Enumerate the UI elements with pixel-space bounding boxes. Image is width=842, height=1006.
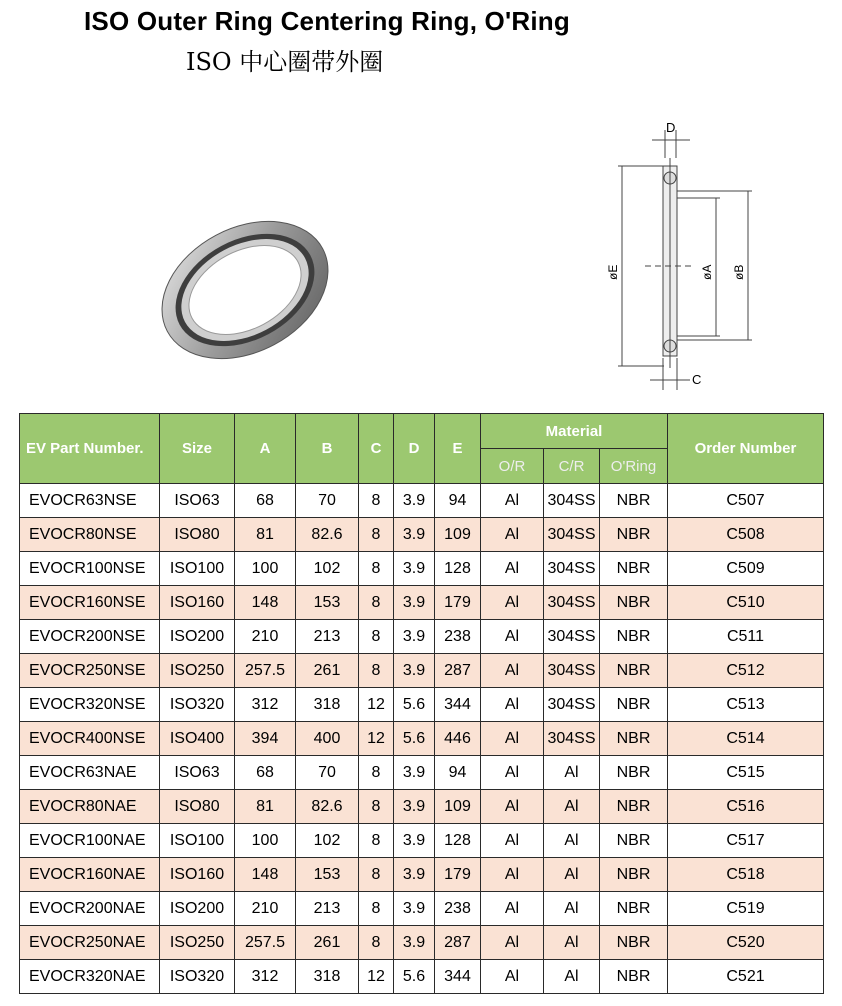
table-row [20,620,824,654]
cell-b: 70 [296,484,359,518]
cell-cr: Al [544,858,600,892]
cell-b: 70 [296,756,359,790]
spec-table-body [20,484,824,994]
cell-part: EVOCR250NAE [20,926,160,960]
cell-or: Al [481,552,544,586]
cell-c: 8 [359,518,394,552]
cell-b: 213 [296,892,359,926]
cell-a: 100 [235,552,296,586]
cell-b: 153 [296,858,359,892]
table-row [20,756,824,790]
cell-part: EVOCR320NSE [20,688,160,722]
cell-or: Al [481,824,544,858]
cell-part: EVOCR100NAE [20,824,160,858]
cell-a: 210 [235,892,296,926]
cell-d: 3.9 [394,858,435,892]
cell-oring: NBR [600,654,668,688]
col-header-order: Order Number [668,414,824,484]
cell-part: EVOCR100NSE [20,552,160,586]
cell-part: EVOCR320NAE [20,960,160,994]
cell-cr: 304SS [544,552,600,586]
cell-a: 257.5 [235,654,296,688]
cell-a: 394 [235,722,296,756]
cell-d: 3.9 [394,484,435,518]
table-row [20,722,824,756]
table-row [20,688,824,722]
cell-size: ISO250 [160,654,235,688]
cell-a: 312 [235,688,296,722]
cell-e: 238 [435,620,481,654]
cell-or: Al [481,756,544,790]
cell-size: ISO63 [160,756,235,790]
cell-part: EVOCR160NSE [20,586,160,620]
cell-oring: NBR [600,688,668,722]
cell-size: ISO160 [160,858,235,892]
cell-or: Al [481,586,544,620]
col-header-material: Material [481,414,668,449]
cell-part: EVOCR80NSE [20,518,160,552]
cell-or: Al [481,892,544,926]
cell-d: 3.9 [394,790,435,824]
col-header-part: EV Part Number. [20,414,160,484]
col-header-or: O/R [481,449,544,484]
cell-size: ISO160 [160,586,235,620]
cell-c: 12 [359,688,394,722]
cell-a: 257.5 [235,926,296,960]
cell-a: 312 [235,960,296,994]
cell-or: Al [481,790,544,824]
cell-size: ISO320 [160,688,235,722]
cell-part: EVOCR200NAE [20,892,160,926]
cell-e: 287 [435,926,481,960]
cell-cr: 304SS [544,654,600,688]
col-header-a: A [235,414,296,484]
cell-size: ISO200 [160,892,235,926]
dim-label-b: øB [732,264,746,280]
cell-or: Al [481,484,544,518]
table-row [20,858,824,892]
cell-oring: NBR [600,586,668,620]
cell-size: ISO250 [160,926,235,960]
cell-order: C519 [668,892,824,926]
cell-order: C518 [668,858,824,892]
col-header-size: Size [160,414,235,484]
col-header-c: C [359,414,394,484]
cell-d: 3.9 [394,552,435,586]
cell-or: Al [481,960,544,994]
col-header-oring: O'Ring [600,449,668,484]
cell-e: 109 [435,518,481,552]
cell-c: 12 [359,722,394,756]
cell-order: C515 [668,756,824,790]
cell-e: 344 [435,688,481,722]
cell-oring: NBR [600,620,668,654]
cell-a: 81 [235,790,296,824]
table-row [20,586,824,620]
cell-e: 446 [435,722,481,756]
cell-b: 400 [296,722,359,756]
cell-or: Al [481,620,544,654]
cell-or: Al [481,722,544,756]
cell-part: EVOCR63NSE [20,484,160,518]
cell-part: EVOCR200NSE [20,620,160,654]
cell-c: 8 [359,824,394,858]
cell-part: EVOCR160NAE [20,858,160,892]
cell-e: 238 [435,892,481,926]
cell-cr: 304SS [544,688,600,722]
cell-e: 109 [435,790,481,824]
cell-e: 344 [435,960,481,994]
cell-size: ISO100 [160,552,235,586]
cell-e: 179 [435,858,481,892]
cell-d: 3.9 [394,620,435,654]
cell-c: 8 [359,586,394,620]
cell-or: Al [481,654,544,688]
cell-e: 287 [435,654,481,688]
cell-oring: NBR [600,892,668,926]
cell-d: 5.6 [394,960,435,994]
col-header-b: B [296,414,359,484]
cell-e: 179 [435,586,481,620]
cell-cr: Al [544,756,600,790]
cell-size: ISO63 [160,484,235,518]
cell-d: 3.9 [394,926,435,960]
cell-order: C510 [668,586,824,620]
cell-d: 3.9 [394,824,435,858]
col-header-cr: C/R [544,449,600,484]
cell-cr: Al [544,790,600,824]
cell-c: 8 [359,484,394,518]
cell-c: 8 [359,620,394,654]
cell-b: 102 [296,552,359,586]
cell-oring: NBR [600,960,668,994]
table-row [20,790,824,824]
cell-a: 68 [235,484,296,518]
cell-b: 82.6 [296,790,359,824]
cell-d: 3.9 [394,654,435,688]
cell-part: EVOCR400NSE [20,722,160,756]
dim-label-e: øE [606,264,620,280]
cell-c: 12 [359,960,394,994]
cell-oring: NBR [600,756,668,790]
cell-cr: Al [544,824,600,858]
page-title: ISO Outer Ring Centering Ring, O'Ring [84,6,570,36]
cell-size: ISO400 [160,722,235,756]
cell-b: 153 [296,586,359,620]
cell-c: 8 [359,654,394,688]
cell-a: 68 [235,756,296,790]
cell-or: Al [481,518,544,552]
cell-d: 3.9 [394,756,435,790]
cell-size: ISO80 [160,790,235,824]
cell-cr: Al [544,926,600,960]
cell-e: 94 [435,484,481,518]
table-row [20,926,824,960]
cell-oring: NBR [600,926,668,960]
cell-c: 8 [359,858,394,892]
cell-part: EVOCR80NAE [20,790,160,824]
cell-order: C514 [668,722,824,756]
cell-size: ISO320 [160,960,235,994]
cell-d: 5.6 [394,722,435,756]
cell-order: C516 [668,790,824,824]
cell-c: 8 [359,926,394,960]
cell-a: 81 [235,518,296,552]
cell-order: C508 [668,518,824,552]
cell-cr: Al [544,960,600,994]
cell-c: 8 [359,892,394,926]
cell-oring: NBR [600,824,668,858]
cell-oring: NBR [600,722,668,756]
dim-label-a: øA [700,264,714,280]
dim-label-c: C [692,372,702,387]
cell-size: ISO200 [160,620,235,654]
cell-e: 128 [435,552,481,586]
cell-c: 8 [359,552,394,586]
table-row [20,518,824,552]
cell-d: 5.6 [394,688,435,722]
cell-or: Al [481,688,544,722]
cell-oring: NBR [600,484,668,518]
cell-a: 148 [235,858,296,892]
cell-a: 210 [235,620,296,654]
cell-order: C520 [668,926,824,960]
cell-cr: 304SS [544,620,600,654]
cell-b: 102 [296,824,359,858]
cross-section-diagram [590,118,780,403]
cell-oring: NBR [600,552,668,586]
cell-c: 8 [359,756,394,790]
cell-size: ISO80 [160,518,235,552]
cell-cr: 304SS [544,586,600,620]
cell-e: 128 [435,824,481,858]
table-row [20,824,824,858]
cell-cr: 304SS [544,518,600,552]
cell-cr: Al [544,892,600,926]
cell-b: 318 [296,688,359,722]
cell-order: C512 [668,654,824,688]
cell-b: 82.6 [296,518,359,552]
cell-e: 94 [435,756,481,790]
cell-cr: 304SS [544,484,600,518]
cell-part: EVOCR63NAE [20,756,160,790]
page-subtitle: ISO 中心圈带外圈 [186,48,384,76]
cell-size: ISO100 [160,824,235,858]
cell-b: 261 [296,654,359,688]
cell-b: 213 [296,620,359,654]
cell-cr: 304SS [544,722,600,756]
cell-a: 100 [235,824,296,858]
dim-label-d: D [666,120,676,135]
cell-b: 261 [296,926,359,960]
table-row [20,552,824,586]
table-row [20,892,824,926]
table-row [20,484,824,518]
cell-order: C511 [668,620,824,654]
table-row [20,960,824,994]
cell-or: Al [481,858,544,892]
cell-oring: NBR [600,858,668,892]
table-row [20,654,824,688]
spec-table [19,413,824,994]
cell-d: 3.9 [394,586,435,620]
cell-d: 3.9 [394,892,435,926]
cell-order: C507 [668,484,824,518]
cell-part: EVOCR250NSE [20,654,160,688]
cell-order: C509 [668,552,824,586]
cell-or: Al [481,926,544,960]
product-photo [150,200,340,380]
cell-a: 148 [235,586,296,620]
cell-c: 8 [359,790,394,824]
cell-b: 318 [296,960,359,994]
cell-order: C521 [668,960,824,994]
col-header-e: E [435,414,481,484]
cell-d: 3.9 [394,518,435,552]
cell-order: C517 [668,824,824,858]
cell-oring: NBR [600,518,668,552]
cell-order: C513 [668,688,824,722]
col-header-d: D [394,414,435,484]
cell-oring: NBR [600,790,668,824]
